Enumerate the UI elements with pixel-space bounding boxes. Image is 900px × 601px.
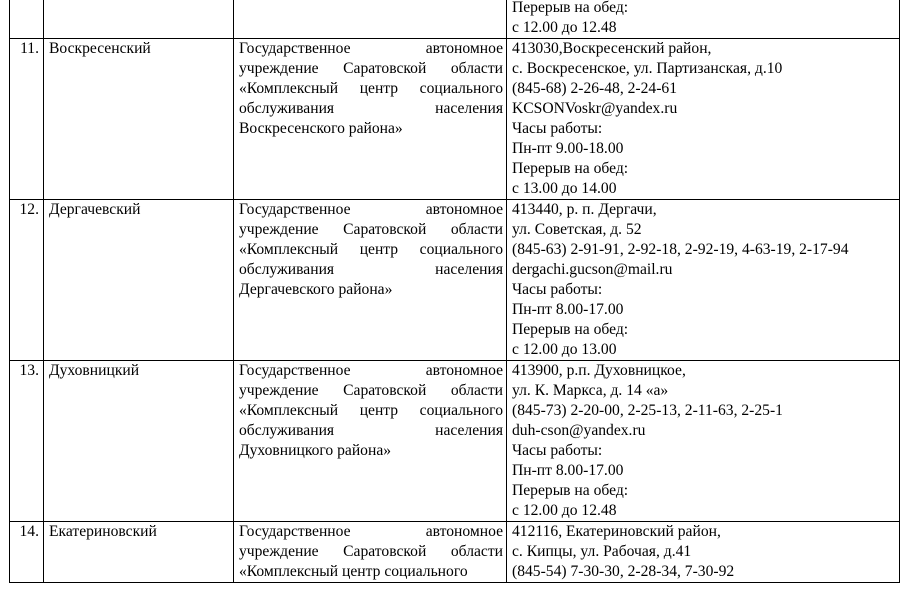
district-name: Екатериновский bbox=[44, 522, 234, 583]
institution-line: «Комплексный центр социального bbox=[239, 402, 503, 419]
address-line: 413440, р. п. Дергачи, bbox=[512, 201, 657, 218]
district-name: Воскресенский bbox=[44, 39, 234, 200]
hours-label: Часы работы: bbox=[512, 442, 603, 459]
institution-name bbox=[234, 200, 507, 361]
institution-name bbox=[234, 522, 507, 583]
institution-line: обслуживания населения bbox=[239, 422, 503, 439]
hours-label: Часы работы: bbox=[512, 281, 603, 298]
institution-line: учреждение Саратовской области bbox=[239, 60, 503, 77]
institution-name bbox=[234, 361, 507, 522]
lunch-label: Перерыв на обед: bbox=[512, 0, 629, 16]
institution-line: учреждение Саратовской области bbox=[239, 221, 503, 238]
row-number: 13. bbox=[10, 361, 44, 522]
district-name: Духовницкий bbox=[44, 361, 234, 522]
address-line: с. Кипцы, ул. Рабочая, д.41 bbox=[512, 543, 692, 560]
lunch-hours: с 12.00 до 12.48 bbox=[512, 502, 617, 519]
lunch-hours: с 12.00 до 13.00 bbox=[512, 341, 617, 358]
institution-line: Государственное автономное bbox=[239, 201, 503, 218]
institution-line: Государственное автономное bbox=[239, 523, 503, 540]
institution-line: Государственное автономное bbox=[239, 40, 503, 57]
phone-numbers: (845-73) 2-20-00, 2-25-13, 2-11-63, 2-25-1 bbox=[512, 402, 783, 419]
institution-line: Государственное автономное bbox=[239, 362, 503, 379]
phone-numbers: (845-68) 2-26-48, 2-24-61 bbox=[512, 80, 677, 97]
work-hours: Пн-пт 9.00-18.00 bbox=[512, 140, 624, 157]
institution-line: Дергачевского района» bbox=[239, 281, 393, 298]
address-line: 412116, Екатериновский район, bbox=[512, 523, 721, 540]
address-line: ул. Советская, д. 52 bbox=[512, 221, 642, 238]
table-row bbox=[10, 0, 900, 39]
address-line: ул. К. Маркса, д. 14 «а» bbox=[512, 382, 669, 399]
institution-line: «Комплексный центр социального bbox=[239, 563, 468, 580]
institution-line: «Комплексный центр социального bbox=[239, 241, 503, 258]
contacts-cell bbox=[507, 200, 900, 361]
row-number: 12. bbox=[10, 200, 44, 361]
institution-line: обслуживания населения bbox=[239, 261, 503, 278]
contacts-cell bbox=[507, 522, 900, 583]
phone-numbers: (845-63) 2-91-91, 2-92-18, 2-92-19, 4-63-19, 2-17-94 bbox=[512, 241, 849, 258]
address-line: 413900, р.п. Духовницкое, bbox=[512, 362, 686, 379]
contacts-cell bbox=[507, 39, 900, 200]
row-number: 14. bbox=[10, 522, 44, 583]
work-hours: Пн-пт 8.00-17.00 bbox=[512, 301, 624, 318]
district-name: Дергачевский bbox=[44, 200, 234, 361]
lunch-label: Перерыв на обед: bbox=[512, 482, 629, 499]
contacts-cell bbox=[507, 0, 900, 39]
lunch-hours: с 12.00 до 12.48 bbox=[512, 19, 617, 36]
table-row bbox=[10, 522, 900, 583]
email-address: duh-cson@yandex.ru bbox=[512, 422, 646, 439]
district-name bbox=[44, 0, 234, 39]
contacts-cell bbox=[507, 361, 900, 522]
institution-line: учреждение Саратовской области bbox=[239, 382, 503, 399]
row-number bbox=[10, 0, 44, 39]
institution-name bbox=[234, 0, 507, 39]
lunch-hours: с 13.00 до 14.00 bbox=[512, 180, 617, 197]
lunch-label: Перерыв на обед: bbox=[512, 160, 629, 177]
address-line: 413030,Воскресенский район, bbox=[512, 40, 712, 57]
institution-line: «Комплексный центр социального bbox=[239, 80, 503, 97]
work-hours: Пн-пт 8.00-17.00 bbox=[512, 462, 624, 479]
email-address: KCSONVoskr@yandex.ru bbox=[512, 100, 678, 117]
email-address: dergachi.gucson@mail.ru bbox=[512, 261, 673, 278]
institution-line: учреждение Саратовской области bbox=[239, 543, 503, 560]
phone-numbers: (845-54) 7-30-30, 2-28-34, 7-30-92 bbox=[512, 563, 735, 580]
hours-label: Часы работы: bbox=[512, 120, 603, 137]
table-row bbox=[10, 200, 900, 361]
table-row bbox=[10, 39, 900, 200]
institution-line: Воскресенского района» bbox=[239, 120, 403, 137]
table-row bbox=[10, 361, 900, 522]
address-line: с. Воскресенское, ул. Партизанская, д.10 bbox=[512, 60, 783, 77]
institution-name bbox=[234, 39, 507, 200]
social-centers-table bbox=[9, 0, 900, 583]
institution-line: Духовницкого района» bbox=[239, 442, 392, 459]
row-number: 11. bbox=[10, 39, 44, 200]
institution-line: обслуживания населения bbox=[239, 100, 503, 117]
lunch-label: Перерыв на обед: bbox=[512, 321, 629, 338]
